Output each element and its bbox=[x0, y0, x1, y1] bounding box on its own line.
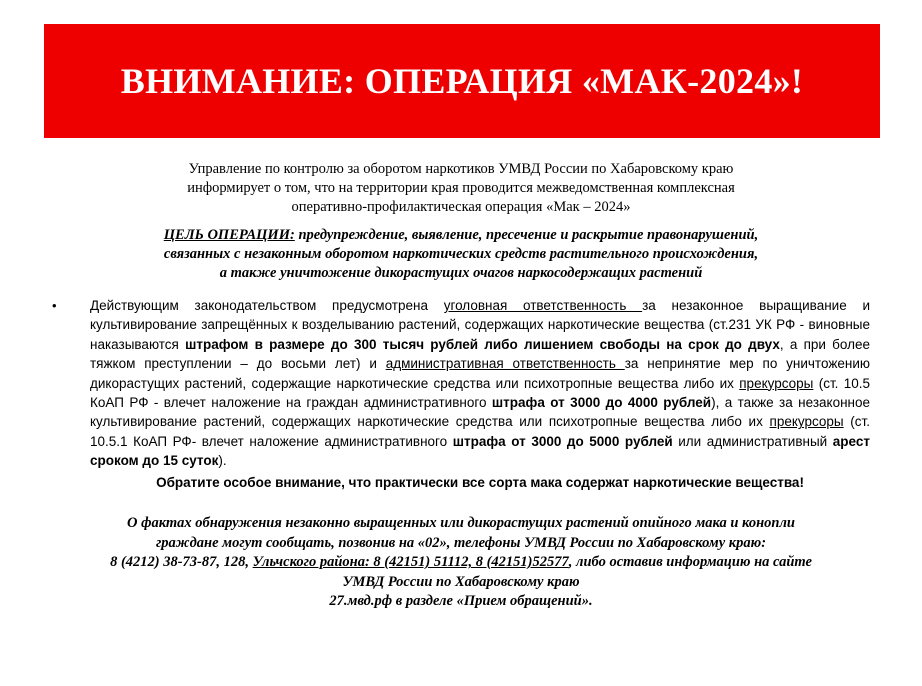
law-text-9: ). bbox=[218, 453, 227, 469]
operation-goal bbox=[60, 226, 862, 283]
law-text-7: (ст. 10.5.1 КоАП РФ- влечет наложение административного bbox=[90, 414, 870, 449]
administrative-liability: административная ответственность bbox=[385, 356, 625, 372]
bullet-marker: • bbox=[52, 298, 57, 313]
ulchsky-district-phones: Ульчского района: 8 (42151) 51112, 8 (42151)52577 bbox=[252, 554, 569, 570]
intro-line-1: Управление по контролю за оборотом наркотиков УМВД России по Хабаровскому краю bbox=[188, 161, 734, 177]
contacts-tail: , либо оставив информацию на сайте bbox=[568, 554, 812, 570]
phone-numbers: 8 (4212) 38-73-87, 128, bbox=[110, 554, 253, 570]
goal-line-1 bbox=[60, 226, 862, 245]
legislation-paragraph bbox=[90, 296, 870, 471]
contacts-line-5: 27.мвд.рф в разделе «Прием обращений». bbox=[329, 593, 593, 609]
intro-paragraph bbox=[60, 160, 862, 217]
criminal-penalty: штрафом в размере до 300 тысяч рублей либо лишением свободы на срок до двух bbox=[185, 336, 780, 352]
alert-banner bbox=[44, 24, 880, 138]
fine-3000-5000: штрафа от 3000 до 5000 рублей bbox=[452, 433, 673, 449]
law-text-2: за незаконное выращивание и культивирование запрещённых к возделыванию растений, содержащих наркотические вещества (ст.231 УК РФ - виновные наказываются bbox=[90, 298, 870, 352]
law-text-1: Действующим законодательством предусмотрена bbox=[90, 298, 444, 313]
precursors-term-2: прекурсоры bbox=[769, 414, 844, 430]
fine-3000-4000: штрафа от 3000 до 4000 рублей bbox=[491, 395, 712, 411]
legislation-section bbox=[52, 296, 870, 492]
goal-line-2: связанных с незаконным оборотом наркотических средств растительного происхождения, bbox=[163, 246, 759, 262]
law-text-8: или административный bbox=[672, 433, 833, 449]
contacts-line-4: УМВД России по Хабаровскому краю bbox=[342, 573, 580, 590]
attention-note: Обратите особое внимание, что практически все сорта мака содержат наркотические вещества! bbox=[156, 474, 804, 490]
goal-line-3: а также уничтожение дикорастущих очагов наркосодержащих растений bbox=[219, 265, 703, 281]
law-text-6: ), а также за незаконное культивирование растений, содержащих наркотические средства или психотропные вещества либо их bbox=[90, 395, 871, 430]
contacts-line-3 bbox=[40, 553, 882, 573]
law-text-4: за непринятие мер по уничтожению дикорастущих растений, содержащие наркотические средства или психотропные вещества либо их bbox=[90, 356, 870, 391]
goal-label: ЦЕЛЬ ОПЕРАЦИИ: bbox=[163, 227, 295, 243]
intro-line-3: оперативно-профилактическая операция «Мак – 2024» bbox=[291, 199, 631, 215]
goal-text-1: предупреждение, выявление, пресечение и раскрытие правонарушений, bbox=[294, 227, 759, 243]
law-text-5: (ст. 10.5 КоАП РФ - влечет наложение на граждан административного bbox=[90, 375, 870, 411]
intro-line-2: информирует о том, что на территории края проводится межведомственная комплексная bbox=[187, 180, 735, 196]
contacts-line-1: О фактах обнаружения незаконно выращенных или дикорастущих растений опийного мака и конопли bbox=[127, 515, 795, 531]
contacts-line-2: граждане могут сообщать, позвонив на «02», телефоны УМВД России по Хабаровскому краю: bbox=[155, 534, 767, 551]
contacts-section bbox=[40, 514, 882, 612]
arrest-penalty: арест сроком до 15 суток bbox=[90, 433, 870, 469]
banner-title: ВНИМАНИЕ: ОПЕРАЦИЯ «МАК-2024»! bbox=[120, 61, 804, 101]
precursors-term-1: прекурсоры bbox=[739, 375, 814, 391]
criminal-liability: уголовная ответственность bbox=[443, 298, 643, 313]
law-text-3: , а при более тяжком преступлении – до восьми лет) и bbox=[90, 336, 870, 372]
